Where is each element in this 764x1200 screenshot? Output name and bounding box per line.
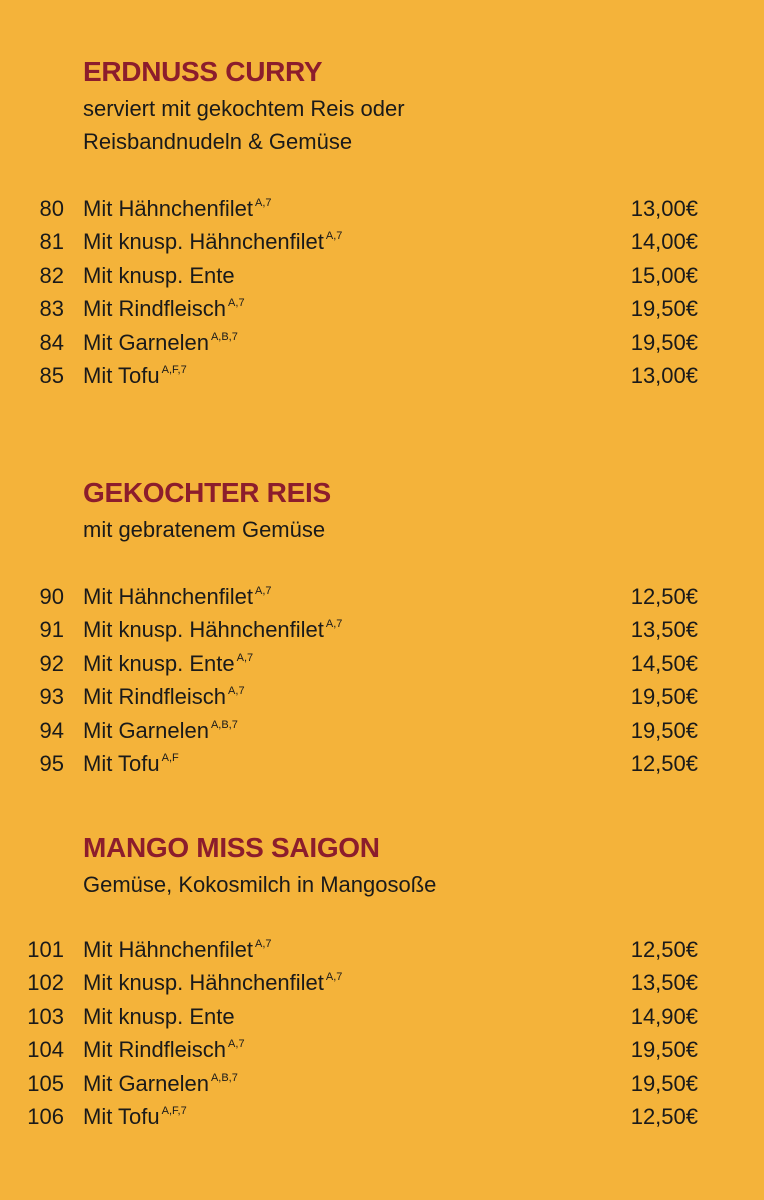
item-name-text: Mit Hähnchenfilet — [83, 584, 253, 609]
item-number: 80 — [39, 196, 64, 221]
allergen-codes: A,F,7 — [161, 364, 187, 376]
item-name — [83, 680, 245, 713]
item-number: 102 — [27, 970, 64, 996]
allergen-codes: A,7 — [325, 618, 343, 631]
menu-item — [0, 1100, 764, 1133]
menu-item — [0, 1000, 764, 1033]
item-price: 13,50€ — [630, 617, 698, 643]
item-price: 14,90€ — [630, 1003, 698, 1029]
allergen-codes: A,7 — [325, 230, 343, 243]
allergen-codes: A,7 — [254, 197, 272, 209]
section-subtitle: Reisbandnudeln & Gemüse — [83, 129, 353, 154]
section-subtitle: serviert mit gekochtem Reis oder — [83, 96, 405, 121]
item-name — [83, 326, 238, 359]
item-price: 14,50€ — [630, 650, 698, 676]
allergen-codes: A,7 — [228, 1038, 245, 1051]
section-title: ERDNUSS CURRY — [83, 56, 323, 87]
item-number: 105 — [27, 1070, 64, 1096]
item-price: 14,00€ — [630, 229, 698, 255]
menu-item — [0, 714, 764, 747]
allergen-codes: A,7 — [228, 685, 245, 698]
item-price: 13,00€ — [630, 196, 698, 221]
item-price: 12,50€ — [630, 584, 698, 609]
item-name — [83, 747, 179, 780]
allergen-codes: A,7 — [254, 938, 272, 950]
item-name — [83, 647, 253, 680]
allergen-codes: A,B,7 — [210, 1071, 238, 1084]
allergen-codes: A,B,7 — [210, 718, 238, 731]
item-number: 81 — [39, 229, 64, 255]
item-name-text: Mit knusp. Ente — [83, 1003, 235, 1029]
item-number: 82 — [39, 262, 64, 288]
item-number: 94 — [39, 717, 64, 743]
item-name-text: Mit Garnelen — [83, 329, 209, 355]
item-name — [83, 225, 342, 258]
item-name — [83, 714, 238, 747]
item-name-text: Mit knusp. Ente — [83, 650, 235, 676]
section-title: MANGO MISS SAIGON — [83, 832, 380, 863]
item-name — [83, 1033, 245, 1066]
item-price: 19,50€ — [630, 684, 698, 710]
item-price: 12,50€ — [630, 937, 698, 962]
item-number: 95 — [39, 751, 64, 776]
item-name — [83, 933, 272, 966]
item-name-text: Mit knusp. Hähnchenfilet — [83, 229, 324, 255]
item-name-text: Mit knusp. Hähnchenfilet — [83, 617, 324, 643]
item-price: 19,50€ — [630, 717, 698, 743]
item-name-text: Mit Tofu — [83, 751, 160, 776]
section-subtitle: mit gebratenem Gemüse — [83, 517, 326, 542]
section-title: GEKOCHTER REIS — [83, 477, 331, 508]
item-number: 104 — [27, 1037, 64, 1063]
allergen-codes: A,7 — [325, 971, 343, 984]
item-price: 19,50€ — [630, 1070, 698, 1096]
item-name-text: Mit Garnelen — [83, 717, 209, 743]
item-price: 12,50€ — [630, 751, 698, 776]
item-name — [83, 613, 342, 646]
item-number: 91 — [39, 617, 64, 643]
item-name — [83, 259, 235, 292]
item-name — [83, 1067, 238, 1100]
menu-item — [0, 359, 764, 392]
allergen-codes: A,B,7 — [210, 330, 238, 343]
menu-item — [0, 747, 764, 780]
allergen-codes: A,7 — [228, 297, 245, 310]
item-number: 92 — [39, 650, 64, 676]
item-number: 103 — [27, 1003, 64, 1029]
item-name — [83, 192, 272, 225]
allergen-codes: A,7 — [236, 651, 254, 664]
menu-item — [0, 966, 764, 999]
item-name-text: Mit Rindfleisch — [83, 1037, 227, 1063]
section-subtitle: Gemüse, Kokosmilch in Mangosoße — [83, 872, 437, 897]
menu-item — [0, 259, 764, 292]
item-name-text: Mit Rindfleisch — [83, 684, 227, 710]
item-name — [83, 292, 245, 325]
item-name-text: Mit Hähnchenfilet — [83, 937, 253, 962]
item-name — [83, 1100, 187, 1133]
item-name-text: Mit Rindfleisch — [83, 296, 227, 322]
item-number: 93 — [39, 684, 64, 710]
menu-item — [0, 613, 764, 646]
menu-item — [0, 647, 764, 680]
menu-item — [0, 680, 764, 713]
menu-item — [0, 1067, 764, 1100]
item-number: 90 — [39, 584, 64, 609]
item-name-text: Mit Hähnchenfilet — [83, 196, 253, 221]
item-price: 13,00€ — [630, 363, 698, 388]
menu-item — [0, 192, 764, 225]
item-name — [83, 580, 272, 613]
menu-item — [0, 933, 764, 966]
item-price: 19,50€ — [630, 296, 698, 322]
menu-item — [0, 326, 764, 359]
item-name-text: Mit knusp. Ente — [83, 262, 235, 288]
item-number: 85 — [39, 363, 64, 388]
item-price: 12,50€ — [630, 1104, 698, 1129]
item-name-text: Mit Garnelen — [83, 1070, 209, 1096]
item-price: 19,50€ — [630, 329, 698, 355]
item-number: 106 — [27, 1104, 64, 1129]
item-price: 13,50€ — [630, 970, 698, 996]
allergen-codes: A,F,7 — [161, 1105, 187, 1117]
item-price: 19,50€ — [630, 1037, 698, 1063]
item-name — [83, 966, 342, 999]
item-name-text: Mit Tofu — [83, 1104, 160, 1129]
item-number: 101 — [27, 937, 64, 962]
item-name — [83, 1000, 235, 1033]
menu-item — [0, 292, 764, 325]
item-name-text: Mit knusp. Hähnchenfilet — [83, 970, 324, 996]
item-number: 83 — [39, 296, 64, 322]
item-number: 84 — [39, 329, 64, 355]
item-price: 15,00€ — [630, 262, 698, 288]
menu-item — [0, 580, 764, 613]
item-name-text: Mit Tofu — [83, 363, 160, 388]
allergen-codes: A,7 — [254, 585, 272, 597]
menu-item — [0, 1033, 764, 1066]
item-name — [83, 359, 187, 392]
allergen-codes: A,F — [161, 752, 179, 764]
menu-item — [0, 225, 764, 258]
